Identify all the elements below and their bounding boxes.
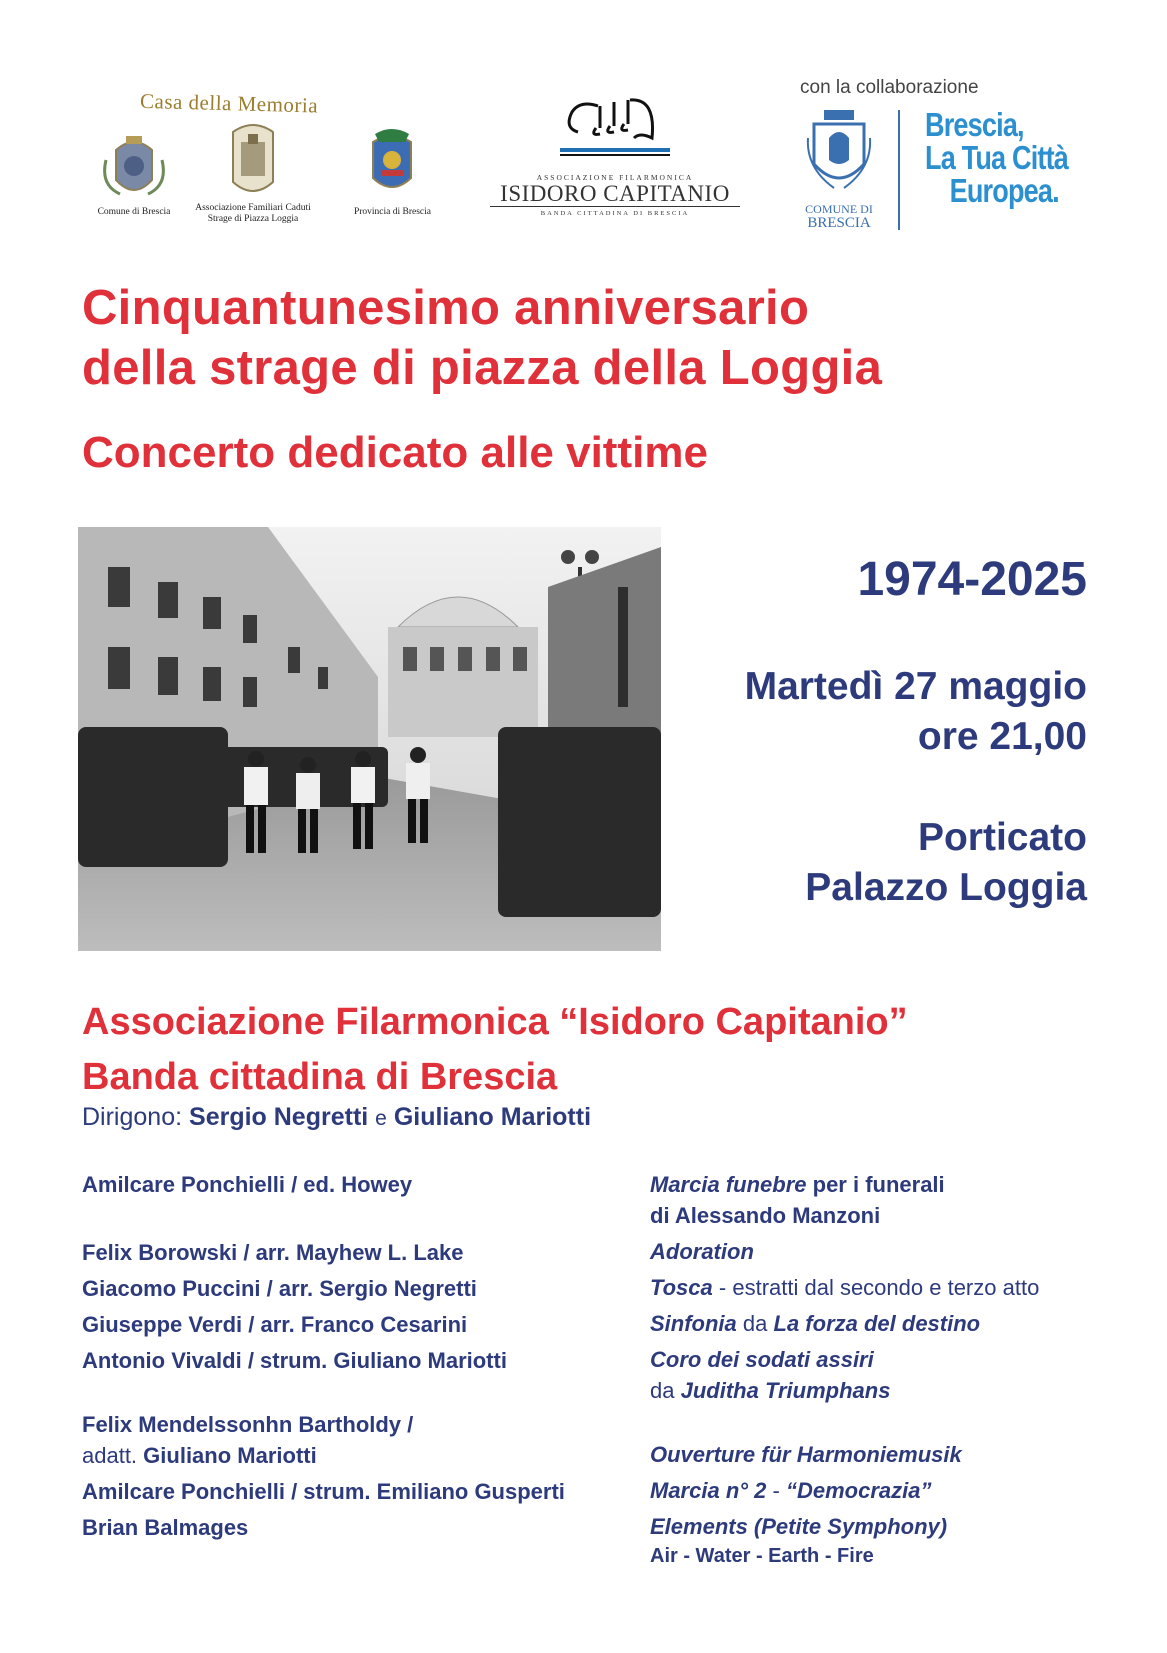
work-elements: Elements (Petite Symphony)	[650, 1514, 948, 1539]
comune-brescia-caption: Comune di Brescia	[97, 207, 171, 217]
collaboration-label: con la collaborazione	[800, 77, 979, 98]
work-forza-destino: La forza del destino	[773, 1311, 981, 1336]
event-datetime	[745, 662, 1087, 762]
directors-line	[82, 1103, 591, 1132]
work-marcia-2-dash: -	[772, 1478, 780, 1503]
composer-vivaldi: Antonio Vivaldi / strum. Giuliano Mariotti	[82, 1348, 507, 1373]
casa-della-memoria-title: Casa della Memoria	[139, 88, 319, 118]
work-marcia-funebre-line-2: di Alessando Manzoni	[650, 1203, 881, 1228]
adatt-label: adatt.	[82, 1443, 138, 1468]
comune-line-1: COMUNE DI	[805, 202, 873, 216]
years-range: 1974-2025	[857, 553, 1087, 606]
work-ouverture: Ouverture für Harmoniemusik	[650, 1442, 962, 1467]
work-coro-assiri: Coro dei sodati assiri	[650, 1347, 874, 1372]
director-1: Sergio Negretti	[189, 1103, 369, 1131]
isidoro-bottom-text: BANDA CITTADINA DI BRESCIA	[540, 210, 690, 217]
band-title	[82, 995, 908, 1105]
slogan-line-1: Brescia,	[925, 106, 1024, 143]
work-coro-da: da	[650, 1378, 675, 1403]
isidoro-top-text: ASSOCIAZIONE FILARMONICA	[536, 173, 694, 182]
event-place	[805, 813, 1087, 913]
comune-brescia-logo	[90, 130, 178, 218]
comune-brescia-lion-crest-icon	[804, 108, 874, 198]
program-works	[650, 1169, 1039, 1570]
piazza-loggia-emblem-icon	[178, 120, 328, 198]
work-tosca: Tosca	[650, 1275, 713, 1300]
composer-puccini: Giacomo Puccini / arr. Sergio Negretti	[82, 1276, 477, 1301]
comune-line-2: BRESCIA	[807, 215, 871, 231]
adatt-name: Giuliano Mariotti	[143, 1443, 317, 1468]
concert-subtitle: Concerto dedicato alle vittime	[82, 428, 708, 477]
place-line-2: Palazzo Loggia	[805, 866, 1087, 909]
isidoro-name-text: ISIDORO CAPITANIO	[490, 182, 740, 207]
place-line-1: Porticato	[917, 816, 1087, 859]
associazione-familiari-caption-2: Strage di Piazza Loggia	[207, 214, 299, 224]
event-time: ore 21,00	[917, 715, 1087, 758]
collab-divider	[898, 110, 900, 230]
event-date: Martedì 27 maggio	[744, 665, 1087, 708]
slogan-line-2: La Tua Città	[925, 139, 1069, 176]
work-marcia-2: Marcia n° 2	[650, 1478, 767, 1503]
music-notes-icon	[560, 92, 670, 164]
director-2: Giuliano Mariotti	[393, 1103, 592, 1131]
comune-crest-icon	[90, 130, 178, 202]
work-elements-sub: Air - Water - Earth - Fire	[650, 1545, 874, 1567]
work-tosca-rest: - estratti dal secondo e terzo atto	[718, 1275, 1040, 1300]
provincia-brescia-logo	[345, 128, 440, 218]
composer-balmages: Brian Balmages	[82, 1515, 249, 1540]
composer-mendelssohn: Felix Mendelssonhn Bartholdy /	[82, 1412, 414, 1437]
brescia-slogan	[925, 108, 1068, 207]
historical-photo	[78, 527, 661, 951]
work-juditha: Juditha Triumphans	[680, 1378, 891, 1403]
work-marcia-funebre: Marcia funebre	[650, 1172, 807, 1197]
comune-brescia-collab-logo	[800, 108, 878, 231]
composer-ponchielli-1: Amilcare Ponchielli / ed. Howey	[82, 1172, 413, 1197]
band-line-2: Banda cittadina di Brescia	[82, 1056, 558, 1098]
main-title	[82, 278, 882, 398]
program-composers	[82, 1169, 565, 1543]
composer-mendelssohn-adatt	[82, 1440, 565, 1471]
isidoro-capitanio-logo	[490, 92, 740, 217]
work-sinfonia: Sinfonia	[650, 1311, 737, 1336]
directors-label: Dirigono:	[82, 1103, 183, 1131]
provincia-brescia-caption: Provincia di Brescia	[353, 207, 432, 217]
associazione-familiari-caption-1: Associazione Familiari Caduti	[195, 203, 311, 213]
piazza-loggia-photo-image	[78, 527, 661, 951]
main-title-line-1: Cinquantunesimo anniversario	[82, 281, 810, 335]
slogan-line-3: Europea.	[949, 172, 1059, 209]
composer-ponchielli-2: Amilcare Ponchielli / strum. Emiliano Gusperti	[82, 1479, 565, 1504]
provincia-crest-icon	[345, 128, 440, 202]
work-sinfonia-da: da	[742, 1311, 768, 1336]
work-democrazia: “Democrazia”	[785, 1478, 932, 1503]
work-marcia-funebre-rest: per i funerali	[812, 1172, 945, 1197]
work-adoration: Adoration	[650, 1239, 754, 1264]
composer-borowski: Felix Borowski / arr. Mayhew L. Lake	[82, 1240, 464, 1265]
directors-and: e	[375, 1107, 387, 1130]
main-title-line-2: della strage di piazza della Loggia	[82, 341, 883, 395]
band-line-1: Associazione Filarmonica “Isidoro Capitanio”	[82, 1001, 908, 1043]
composer-verdi: Giuseppe Verdi / arr. Franco Cesarini	[82, 1312, 468, 1337]
associazione-familiari-logo	[178, 120, 328, 225]
